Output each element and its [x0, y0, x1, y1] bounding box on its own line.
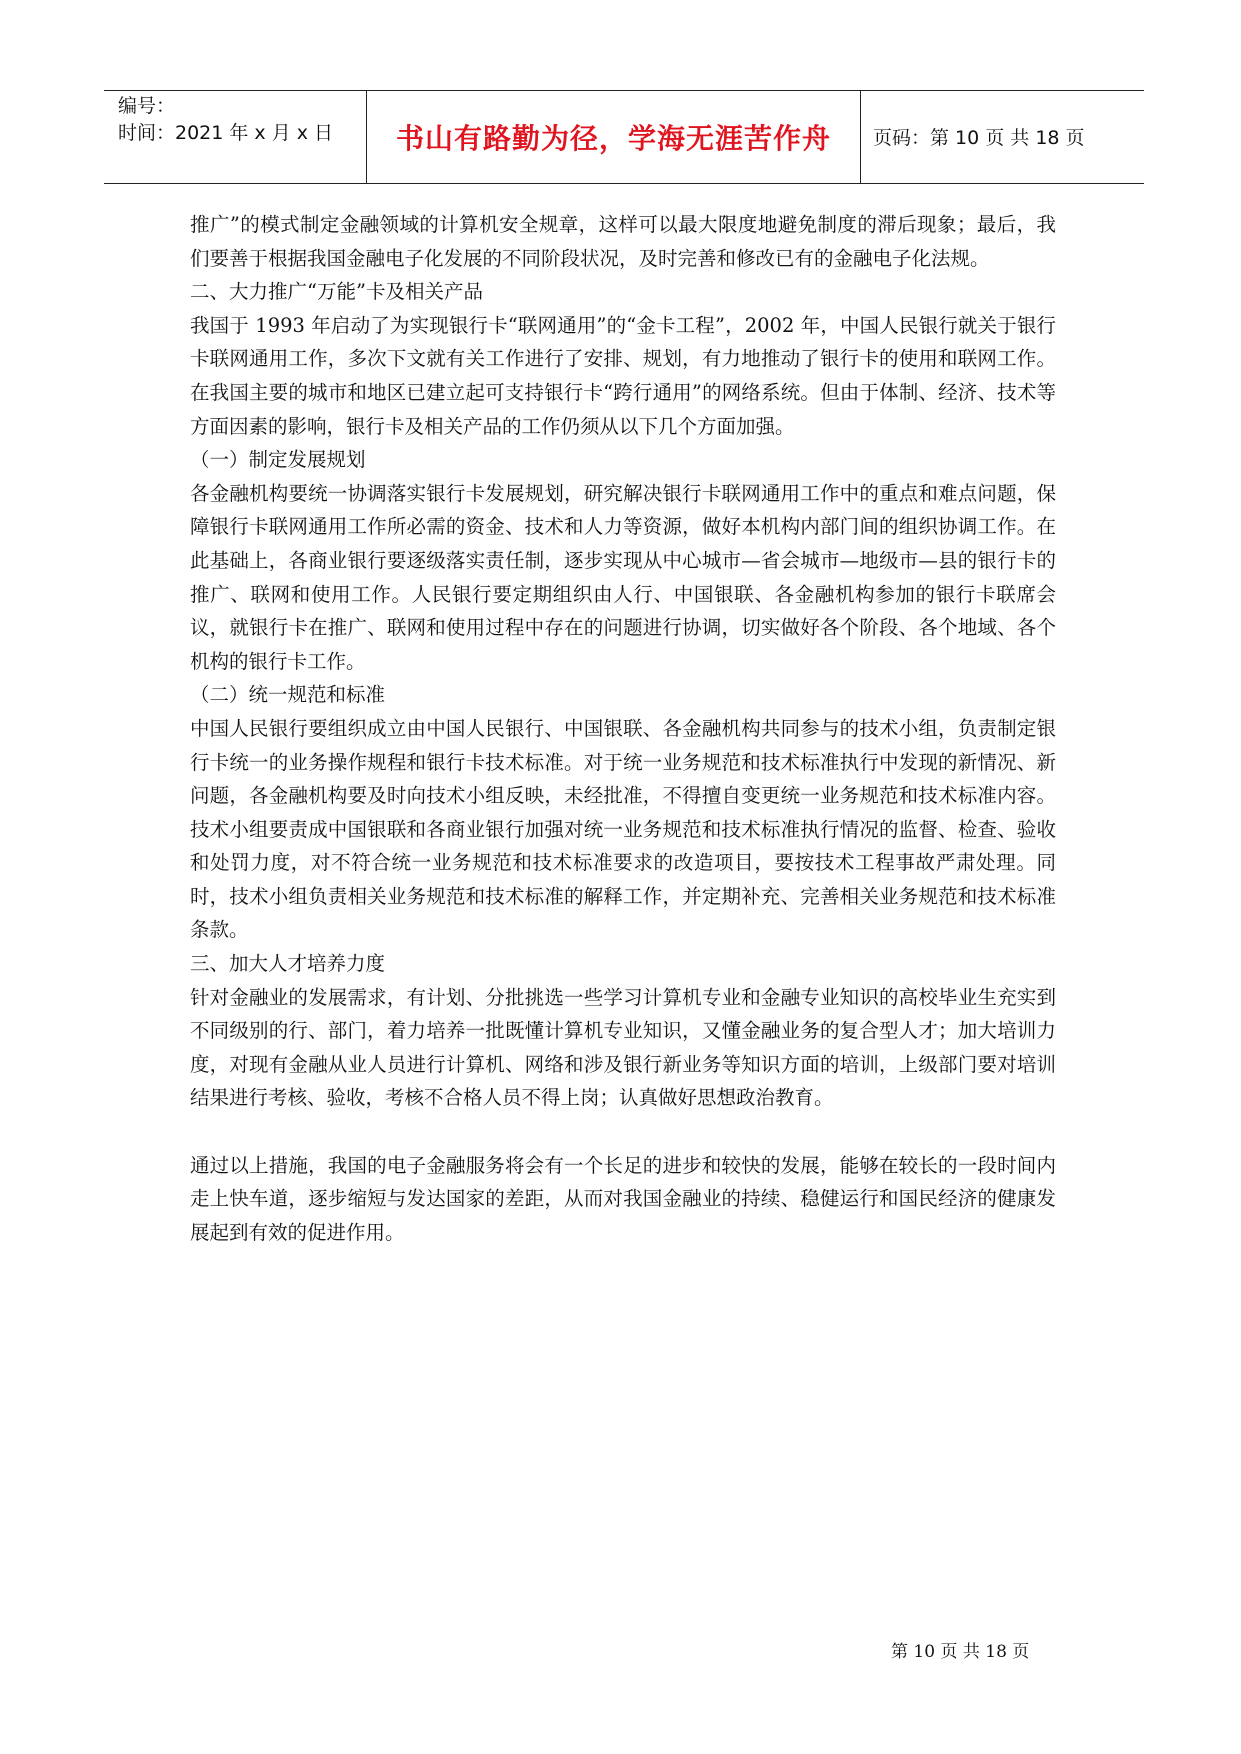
header-page-code: 页码：第 10 页 共 18 页 — [873, 127, 1085, 149]
page-footer-indicator: 第 10 页 共 18 页 — [891, 1642, 1030, 1662]
subsection-heading: （一）制定发展规划 — [190, 448, 366, 472]
document-time-label: 时间：2021 年 x 月 x 日 — [118, 122, 334, 144]
paragraph: 我国于 1993 年启动了为实现银行卡“联网通用”的“金卡工程”，2002 年，中国人民银行就关于银行卡联网通用工作，多次下文就有关工作进行了安排、规划，有力地推动了银行卡的使用和联网工作。在我国主要的城市和地区已建立起可支持银行卡“跨行通用”的网络系统。但由于体制、经济、技术等方面因素的影响，银行卡及相关产品的工作仍须从以下几个方面加强。 — [190, 313, 1056, 438]
header-motto: 书山有路勤为径，学海无涯苦作舟 — [395, 122, 831, 155]
paragraph-spacer — [190, 1115, 1056, 1149]
document-body — [190, 208, 1056, 1249]
document-number-label: 编号： — [118, 95, 176, 117]
section-heading: 三、加大人才培养力度 — [190, 952, 386, 976]
page-header — [104, 90, 1144, 184]
header-motto-cell — [367, 91, 861, 183]
paragraph: 各金融机构要统一协调落实银行卡发展规划，研究解决银行卡联网通用工作中的重点和难点问题，保障银行卡联网通用工作所必需的资金、技术和人力等资源，做好本机构内部门间的组织协调工作。在此基础上，各商业银行要逐级落实责任制，逐步实现从中心城市—省会城市—地级市—县的银行卡的推广、联网和使用工作。人民银行要定期组织由人行、中国银联、各金融机构参加的银行卡联席会议，就银行卡在推广、联网和使用过程中存在的问题进行协调，切实做好各个阶段、各个地域、各个机构的银行卡工作。 — [190, 481, 1056, 673]
header-page-cell — [861, 91, 1144, 183]
paragraph: 推广”的模式制定金融领域的计算机安全规章，这样可以最大限度地避免制度的滞后现象；最后，我们要善于根据我国金融电子化发展的不同阶段状况，及时完善和修改已有的金融电子化法规。 — [190, 213, 1056, 270]
section-heading: 二、大力推广“万能”卡及相关产品 — [190, 280, 483, 304]
paragraph: 针对金融业的发展需求，有计划、分批挑选一些学习计算机专业和金融专业知识的高校毕业生充实到不同级别的行、部门，着力培养一批既懂计算机专业知识，又懂金融业务的复合型人才；加大培训力度，对现有金融从业人员进行计算机、网络和涉及银行新业务等知识方面的培训，上级部门要对培训结果进行考核、验收，考核不合格人员不得上岗；认真做好思想政治教育。 — [190, 985, 1056, 1110]
paragraph: 中国人民银行要组织成立由中国人民银行、中国银联、各金融机构共同参与的技术小组，负责制定银行卡统一的业务操作规程和银行卡技术标准。对于统一业务规范和技术标准执行中发现的新情况、新问题，各金融机构要及时向技术小组反映，未经批准，不得擅自变更统一业务规范和技术标准内容。技术小组要责成中国银联和各商业银行加强对统一业务规范和技术标准执行情况的监督、检查、验收和处罚力度，对不符合统一业务规范和技术标准要求的改造项目，要按技术工程事故严肃处理。同时，技术小组负责相关业务规范和技术标准的解释工作，并定期补充、完善相关业务规范和技术标准条款。 — [190, 716, 1056, 942]
subsection-heading: （二）统一规范和标准 — [190, 683, 386, 707]
paragraph: 通过以上措施，我国的电子金融服务将会有一个长足的进步和较快的发展，能够在较长的一段时间内走上快车道，逐步缩短与发达国家的差距，从而对我国金融业的持续、稳健运行和国民经济的健康发展起到有效的促进作用。 — [190, 1153, 1056, 1244]
header-meta-cell — [104, 91, 367, 183]
